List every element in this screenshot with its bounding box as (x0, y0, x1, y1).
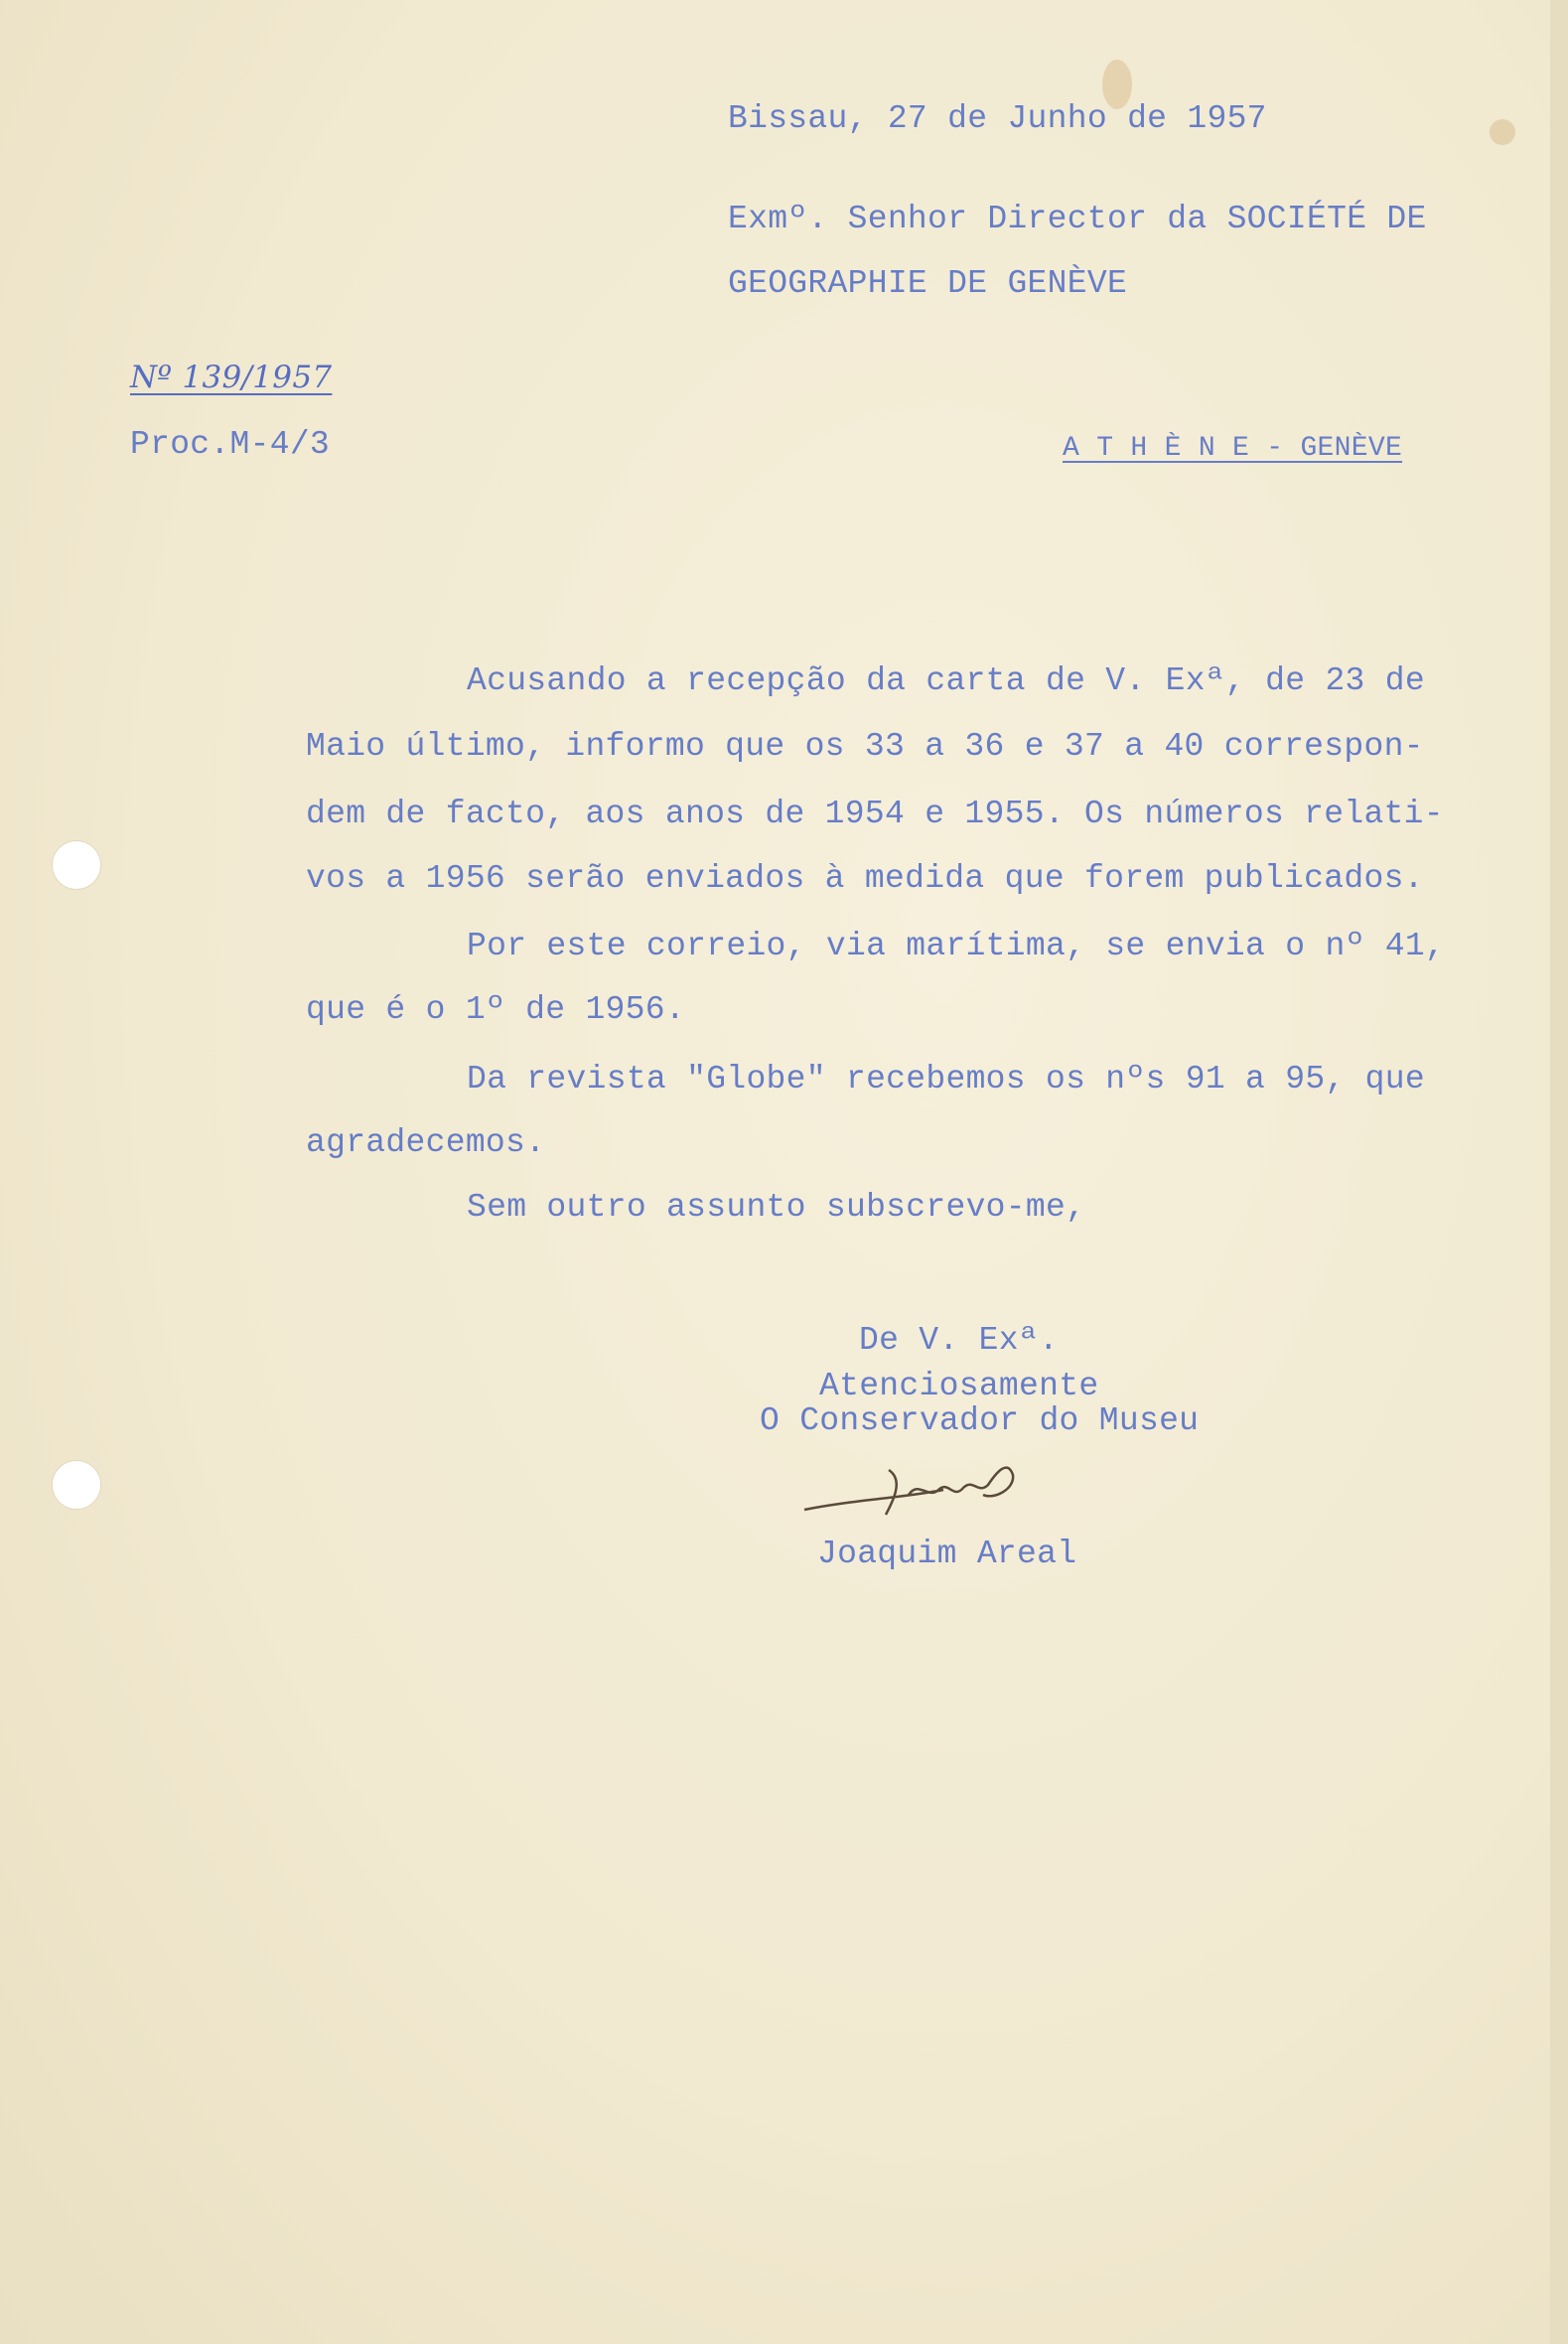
body-line: Sem outro assunto subscrevo-me, (467, 1189, 1086, 1226)
paper-stain (1490, 119, 1515, 145)
date-line: Bissau, 27 de Junho de 1957 (728, 100, 1267, 137)
paper-edge (1550, 0, 1568, 2344)
handwritten-signature (794, 1450, 1082, 1530)
closing-line: O Conservador do Museu (760, 1402, 1200, 1439)
addressee-line-1: Exmº. Senhor Director da SOCIÉTÉ DE (728, 201, 1427, 237)
destination: A T H È N E - GENÈVE (1063, 433, 1403, 464)
process-number: Proc.M-4/3 (130, 426, 331, 463)
body-line: vos a 1956 serão enviados à medida que forem publicados. (306, 860, 1424, 897)
closing-line: De V. Exª. (859, 1322, 1060, 1359)
punch-hole (52, 1460, 101, 1510)
signatory-name: Joaquim Areal (817, 1536, 1077, 1572)
addressee-line-2: GEOGRAPHIE DE GENÈVE (728, 265, 1128, 302)
closing-line: Atenciosamente (819, 1368, 1099, 1404)
body-line: Maio último, informo que os 33 a 36 e 37 a 40 correspon- (306, 728, 1424, 765)
reference-number: Nº 139/1957 (130, 360, 333, 395)
punch-hole (52, 840, 101, 890)
body-line: Por este correio, via marítima, se envia o nº 41, (467, 928, 1446, 964)
body-line: agradecemos. (306, 1124, 546, 1161)
body-line: que é o 1º de 1956. (306, 991, 685, 1028)
body-line: Da revista "Globe" recebemos os nºs 91 a 95, que (467, 1061, 1425, 1098)
body-line: dem de facto, aos anos de 1954 e 1955. Os números relati- (306, 796, 1444, 832)
body-line: Acusando a recepção da carta de V. Exª, de 23 de (467, 662, 1425, 699)
